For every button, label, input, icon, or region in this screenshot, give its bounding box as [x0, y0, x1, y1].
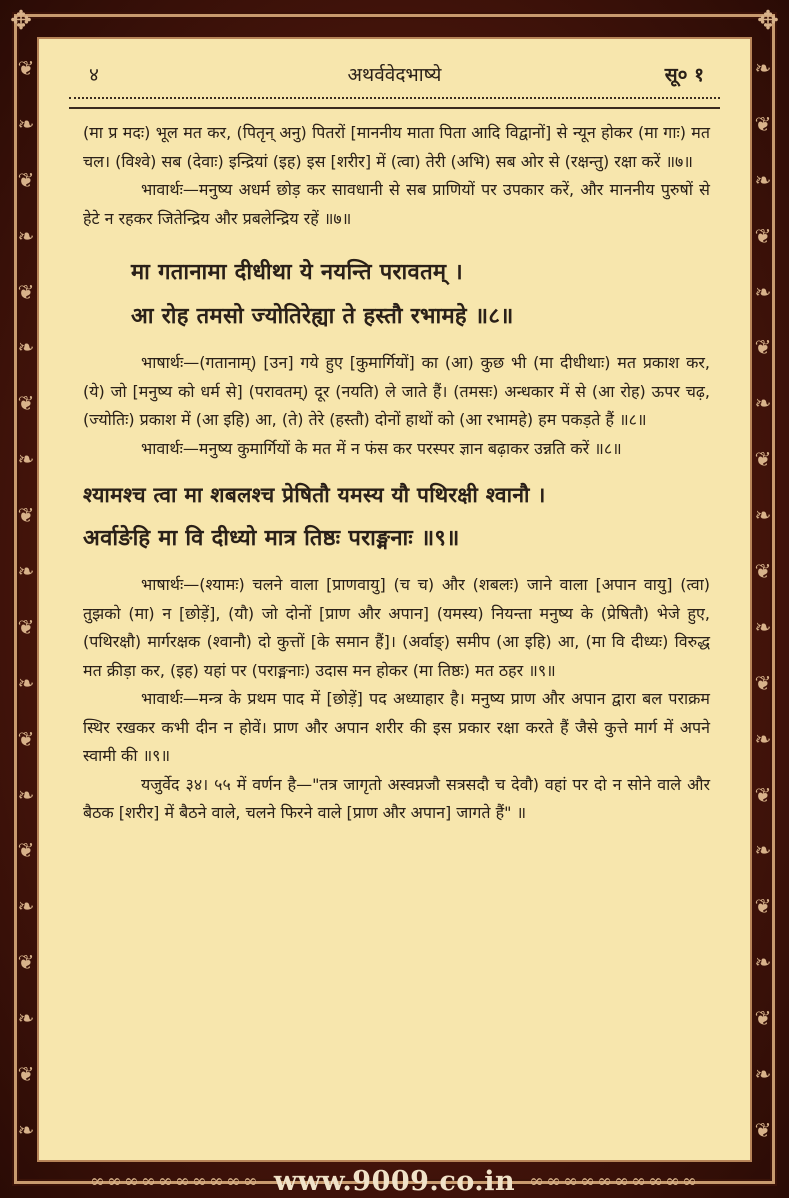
- mantra-line: आ रोह तमसो ज्योतिरेह्या ते हस्तौ रभामहे ॥८॥: [131, 304, 514, 329]
- meaning-paragraph: भावार्थः—मन्त्र के प्रथम पाद में [छोड़ें] पद अध्याहार है। मनुष्य प्राण और अपान द्वारा बल पराक्रम स्थिर रखकर कभी दीन न होवें। प्राण और अपान शरीर की इस प्रकार रक्षा करते हैं जैसे कुत्ते मार्ग में अपने स्वामी की ॥९॥: [83, 689, 710, 765]
- footer-ornament-icon: ∞∞∞∞∞∞∞∞∞∞: [529, 1170, 700, 1192]
- meaning-paragraph: भावार्थः—मनुष्य अधर्म छोड़ कर सावधानी से सब प्राणियों पर उपकार करें, और माननीय पुरुषों से हेटे न रहकर जितेन्द्रिय और प्रबलेन्द्रिय रहें ॥७॥: [83, 180, 710, 228]
- page-title: अथर्ववेदभाष्ये: [347, 64, 442, 86]
- corner-ornament-icon: ✥: [757, 6, 779, 36]
- mantra-line: अर्वाङेहि मा वि दीध्यो मात्र तिष्ठः पराङ्मनाः ॥९॥: [83, 526, 460, 551]
- footer-bar: [0, 1164, 789, 1198]
- reference-paragraph: यजुर्वेद ३४। ५५ में वर्णन है—"तत्र जागृतो अस्वप्नजौ सत्रसदौ च देवौ) वहां पर दो न सोने वाले और बैठक [शरीर] में बैठने वाले, चलने फिरने वाले [प्राण और अपान] जागते हैं" ॥: [83, 774, 710, 822]
- translation-paragraph: भाषार्थः—(श्यामः) चलने वाला [प्राणवायु] (च च) और (शबलः) जाने वाला [अपान वायु] (त्वा) तुझको (मा) न [छोड़ें], (यौ) जो दोनों [प्राण और अपान] (यमस्य) नियन्ता मनुष्य के (प्रेषितौ) भेजे हुए, (पथिरक्षौ) मार्गरक्षक (श्वानौ) दो कुत्तों [के समान हैं]। (अर्वाङ्) समीप (आ इहि) आ, (मा वि दीध्यः) विरुद्ध मत क्रीड़ा कर, (इह) यहां पर (पराङ्मनाः) उदास मन होकर (मा तिष्ठः) मत ठहर ॥९॥: [83, 575, 710, 680]
- translation-paragraph: भाषार्थः—(गतानाम्) [उन] गये हुए [कुमार्गियों] का (आ) कुछ भी (मा दीधीथाः) मत प्रकाश कर, (ये) जो [मनुष्य को धर्म से] (परावतम्) दूर (नयति) ले जाते हैं। (तमसः) अन्धकार में से (आ रोह) ऊपर चढ़, (ज्योतिः) प्रकाश में (आ इहि) आ, (ते) तेरे (हस्तौ) दोनों हाथों को (आ रभामहे) हम पकड़ते हैं ॥८॥: [83, 353, 710, 429]
- right-ornament-column: ❧ ❦ ❧ ❦ ❧ ❦ ❧ ❦ ❧ ❦ ❧ ❦ ❧ ❦ ❧ ❦ ❧ ❦ ❧ ❦: [754, 55, 772, 1142]
- translation-paragraph: (मा प्र मदः) भूल मत कर, (पितृन् अनु) पितरों [माननीय माता पिता आदि विद्वानों] से न्यून होकर (मा गाः) मत चल। (विश्वे) सब (देवाः) इन्द्रियां (इह) इस [शरीर] में (त्वा) तेरी (अभि) सब ओर से (रक्षन्तु) रक्षा करें ॥७॥: [83, 123, 710, 171]
- mantra-line: मा गतानामा दीधीथा ये नयन्ति परावतम् ।: [131, 260, 463, 285]
- left-ornament-column: ❦ ❧ ❦ ❧ ❦ ❧ ❦ ❧ ❦ ❧ ❦ ❧ ❦ ❧ ❦ ❧ ❦ ❧ ❦ ❧: [17, 55, 35, 1142]
- footer-url[interactable]: www.9009.co.in: [273, 1165, 516, 1197]
- page-number: ४: [89, 64, 99, 86]
- meaning-paragraph: भावार्थः—मनुष्य कुमार्गियों के मत में न फंस कर परस्पर ज्ञान बढ़ाकर उन्नति करें ॥८॥: [141, 438, 622, 458]
- page-header: [39, 57, 750, 91]
- page-content: [83, 119, 710, 828]
- mantra-line: श्यामश्च त्वा मा शबलश्च प्रेषितौ यमस्य यौ पथिरक्षी श्वानौ ।: [83, 483, 546, 507]
- header-divider: [69, 97, 720, 109]
- corner-ornament-icon: ✥: [10, 6, 32, 36]
- book-page: [37, 37, 752, 1162]
- footer-ornament-icon: ∞∞∞∞∞∞∞∞∞∞: [89, 1170, 260, 1192]
- sutra-number: सू० १: [664, 64, 704, 86]
